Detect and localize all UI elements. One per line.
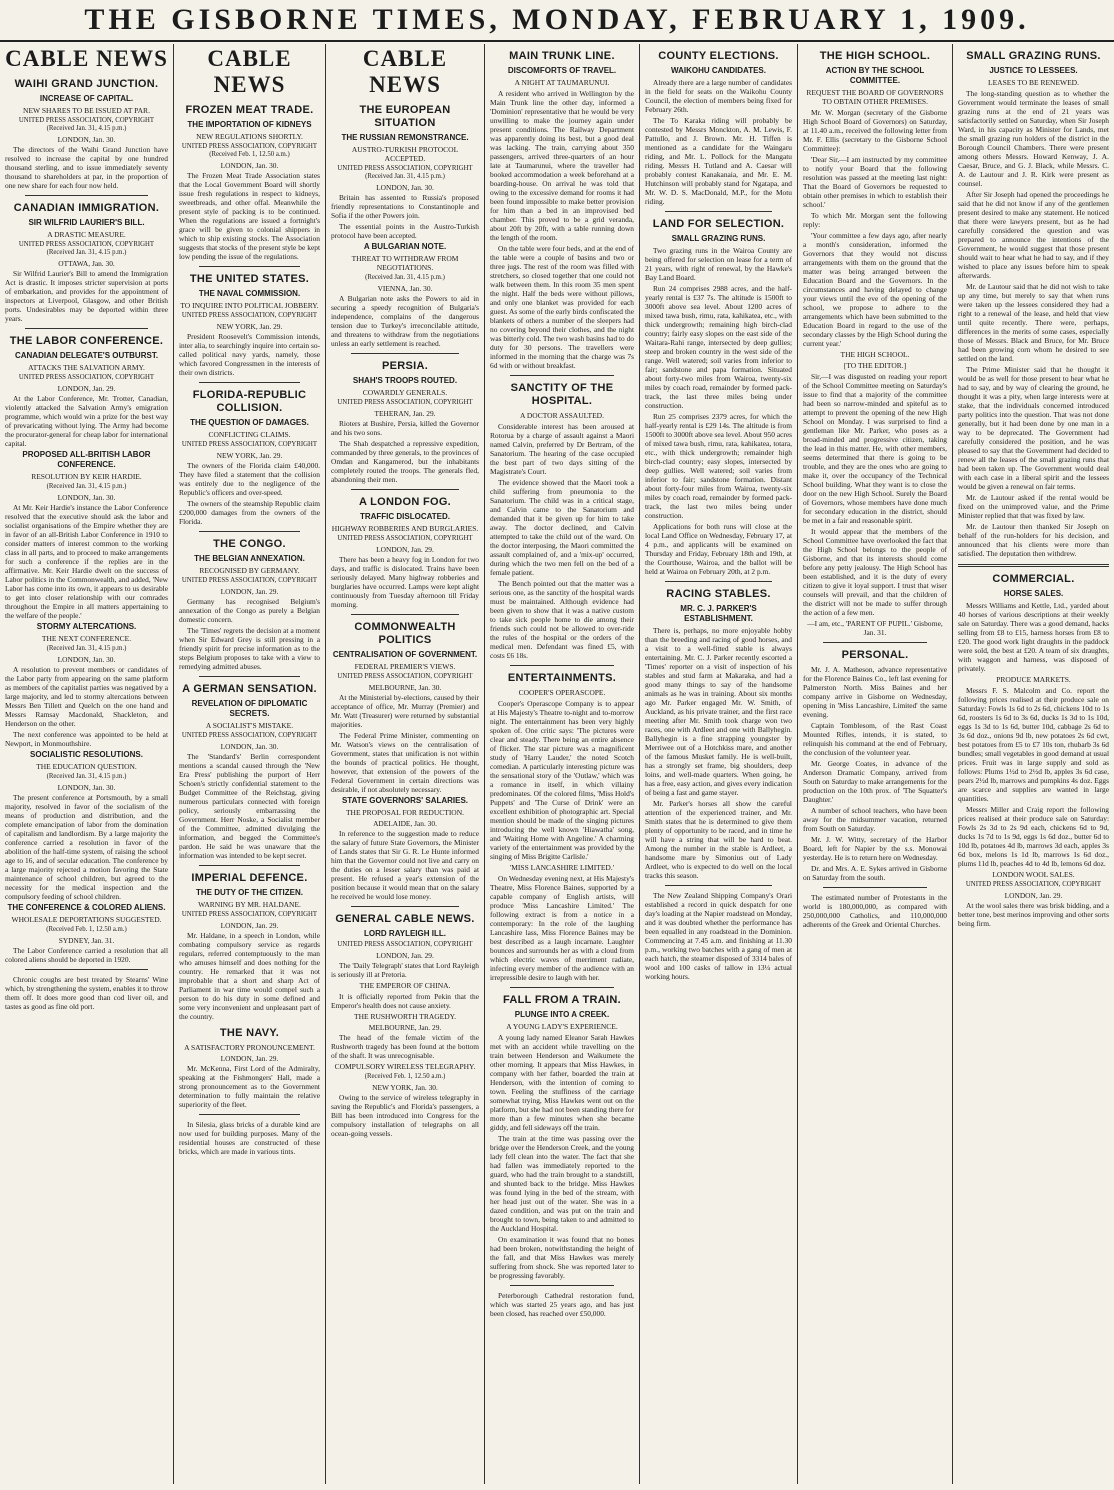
article-body: The head of the female victim of the Rushworth tragedy has been found at the bottom of the shaft. It was unrecognisable.: [331, 1033, 479, 1060]
article-byline: UNITED PRESS ASSOCIATION, COPYRIGHT: [337, 941, 473, 948]
article-body: Mr. George Coates, in advance of the Anderson Dramatic Company, arrived from South on Saturday to make arrangements for the production on the 10th prox. of 'The Squatter's Daughter.': [803, 759, 947, 804]
article-body: Messrs Miller and Craig report the following prices realised at their produce sale on Saturday: Fowls 2s 3d to 2s 9d each, chickens 6d to 9d, ducks 1s 7d to 1s 9d, eggs 1s 6d doz., butter 6d to 10d lb, potatoes 4d lb, marrows 3d each, apples 3s 6d box, melons 1s 1d lb, marrows 1s 6d doz., plums 11d lb, peaches 4d to 4d lb, lemons 6d doz.: [958, 805, 1109, 868]
article-subhead: WARNING BY MR. HALDANE.: [198, 900, 301, 909]
article-headline: A GERMAN SENSATION.: [182, 683, 317, 695]
article-subhead: RECOGNISED BY GERMANY.: [199, 566, 300, 575]
article-subhead: CANADIAN DELEGATE'S OUTBURST.: [14, 351, 159, 360]
article-dateline: LONDON, Jan. 29.: [220, 921, 279, 930]
article-subhead: FEDERAL PREMIER'S VIEWS.: [354, 662, 456, 671]
article-headline: MAIN TRUNK LINE.: [509, 50, 615, 62]
article-subhead: WAIKOHU CANDIDATES.: [671, 66, 766, 75]
article-dateline: LONDON, Jan. 30.: [57, 493, 116, 502]
article-byline: UNITED PRESS ASSOCIATION, COPYRIGHT: [337, 673, 473, 680]
article-body: Captain Tomblesom, of the Rast Coast Mounted Rifles, intends, it is stated, to relinquish his command at the end of February, the conclusion of the volunteer year.: [803, 721, 947, 757]
article-subhead: A NIGHT AT TAUMARUNUI.: [514, 78, 610, 87]
article-headline: ENTERTAINMENTS.: [507, 672, 617, 684]
letter-signature: —I am, etc., 'PARENT OF PUPIL.' Gisborne, Jan. 31.: [807, 619, 943, 637]
article-headline: THE HIGH SCHOOL.: [819, 50, 931, 62]
article-headline: THE CONGO.: [213, 538, 286, 550]
article-body: Considerable interest has been aroused at Rotorua by a charge of assault against a Maori named Calvin, preferred by Dr Bertram, of the Sanatorium. The hearing of the case occupied the best part of two days sitting of the Magistrate's Court.: [490, 422, 634, 476]
article-dateline: VIENNA, Jan. 30.: [377, 284, 433, 293]
article-subhead: THE HIGH SCHOOL.: [840, 350, 910, 359]
article-body: Mr. de Lautour then thanked Sir Joseph on behalf of the run-holders for his decision, and announced that his clients were more than satisfied. The deputation then withdrew.: [958, 522, 1109, 558]
article-byline: UNITED PRESS ASSOCIATION, COPYRIGHT: [337, 535, 473, 542]
article-byline: UNITED PRESS ASSOCIATION, COPYRIGHT: [181, 911, 318, 918]
article-byline: UNITED PRESS ASSOCIATION, COPYRIGHT: [18, 374, 155, 381]
article-byline: UNITED PRESS ASSOCIATION, COPYRIGHT (Received Jan. 31, 4.15 p.m.): [18, 117, 155, 132]
article-body: Mr. W. Morgan (secretary of the Gisborne High School Board of Governors) on Saturday, at 11.40 a.m., received the following letter from Mr. F. Ellis (secretary to the Gisborne School Committee):: [803, 108, 947, 153]
article-subhead: 'MISS LANCASHIRE LIMITED.': [509, 863, 615, 872]
article-headline: GENERAL CABLE NEWS.: [335, 913, 475, 925]
article-headline: PERSIA.: [381, 360, 429, 372]
article-body: At the Labor Conference, Mr. Trotter, Canadian, violently attacked the Salvation Army's emigration programme, which would win a prize for the best way of prevaricating without lying. The Army had become the procurator-general for cheap labor for international capital.: [5, 394, 168, 448]
section-banner: CABLE NEWS: [362, 46, 448, 97]
article-subhead: NEW REGULATIONS SHORTLY.: [196, 132, 303, 141]
article-subhead: ATTACKS THE SALVATION ARMY.: [28, 363, 145, 372]
article-byline: (Received Feb. 1, 12.50 a.m.): [46, 926, 127, 933]
article-subhead: THREAT TO WITHDRAW FROM NEGOTIATIONS.: [351, 254, 459, 272]
article-dateline: MELBOURNE, Jan. 30.: [368, 683, 442, 692]
article-subhead: SHAH'S TROOPS ROUTED.: [352, 376, 458, 385]
article-dateline: ADELAIDE, Jan. 30.: [373, 819, 437, 828]
article-subhead: MR. C. J. PARKER'S ESTABLISHMENT.: [680, 604, 757, 623]
article-subhead: ACTION BY THE SCHOOL COMMITTEE.: [825, 66, 925, 85]
article-subhead: SMALL GRAZING RUNS.: [671, 234, 766, 243]
article-body: Mr. J. W. Witty, secretary of the Harbor Board, left for Napier by the s.s. Monowai yesterday. He is to return here on Wednesday.: [803, 835, 947, 862]
article-body: Mr. J. A. Matheson, advance representative for the Florence Baines Co., left last evening for Palmerston North. Miss Baines and her company arrive in Gisborne on Wednesday, opening in 'Miss Lancashire, Limited' the same evening.: [803, 665, 947, 719]
divider: [199, 1114, 300, 1115]
article-dateline: LONDON, Jan. 29.: [220, 1054, 279, 1063]
column-4: [484, 44, 639, 1484]
article-byline: (Received Jan. 31, 4.15 p.m.): [46, 645, 127, 652]
article-body: The directors of the Waihi Grand Junction have resolved to increase the capital by one hundred thousand sterling, and to issue immediately seventy thousand to shareholders at par, in the proportion of one new share for each four now held.: [5, 145, 168, 190]
article-byline: (Received Feb. 1, 12.50 a.m.): [364, 1073, 446, 1080]
article-subhead: THE PROPOSAL FOR REDUCTION.: [345, 808, 465, 817]
divider: [510, 665, 614, 666]
article-subhead: A YOUNG LADY'S EXPERIENCE.: [506, 1022, 618, 1031]
article-body: The Labor Conference carried a resolution that all colored aliens should be deported in 1920.: [5, 946, 168, 964]
article-headline: THE LABOR CONFERENCE.: [9, 335, 164, 347]
column-5: [639, 44, 797, 1484]
article-headline: FLORIDA-REPUBLIC COLLISION.: [192, 389, 307, 414]
article-headline: WAIHI GRAND JUNCTION.: [14, 78, 159, 90]
article-subhead: THE DUTY OF THE CITIZEN.: [196, 888, 303, 897]
article-headline: COUNTY ELECTIONS.: [658, 50, 779, 62]
article-subhead: CONFLICTING CLAIMS.: [208, 430, 291, 439]
article-body: At Mr. Keir Hardie's instance the Labor Conference resolved that the executive should ask the labor and socialist organisations of the Empire whether they are in favor of an all-British Labor Conference in 1910 to consider matters of interest common to the working class in all parts, and to proceed to make arrangements for such a conference if the replies are in the affirmative. Mr. Keir Hardie dwelt on the success of Labor politics in the Commonwealth, and added, 'New Labor has come into its own, it appears to us desirable to get into closer relationship with our comrades throughout the Empire in all matters appertaining to the welfare of the people.': [5, 503, 168, 620]
divider: [351, 614, 459, 615]
article-body: Messrs F. S. Malcolm and Co. report the following prices realised at their produce sale on Saturday: Fowls 1s 6d to 2s 6d, chickens 10d to 1s 6d, roosters 1s 6d to 3s 6d, ducks 1s 3d to 1s 10d, eggs 1s 3d to 1s 6d, butter 10d, cabbage 2s 6d to 3s 6d doz., onions 9d lb, new potatoes 2s 6d cwt, best potatoes from £5 to £7 10s ton, rhubarb 3s 6d bundles; small vegetables in good demand at usual prices. Fruit was in large supply and sold as follows: Plums 1½d to 2½d lb, apples 3s 6d case, pears 2½d lb, marrows and pumpkins 4s doz. Eggs are scarce and supplies are wanted in large quantities.: [958, 686, 1109, 803]
article-dateline: MELBOURNE, Jan. 29.: [368, 1023, 442, 1032]
article-body: A resident who arrived in Wellington by the Main Trunk line the other day, informed a 'Dominion' representative that he would be very unwilling to make the journey again under present conditions. The Railway Department was apparently doing its best, but a good deal was lacking. The train, carrying about 350 passengers, arrived three-quarters of an hour late at Taumarunui, where the traveller had booked accommodation a week beforehand at a boarding-house. On arrival he was told that owing to the excessive demand for rooms it had been found impossible to make better provision for him than a bed in an improvised bed chamber. This proved to be a grid veranda, about 20ft by 20ft, with a table running down the length of the room.: [490, 89, 634, 242]
article-headline: CANADIAN IMMIGRATION.: [13, 202, 160, 214]
article-dateline: TEHERAN, Jan. 29.: [374, 409, 436, 418]
article-body: Owing to the service of wireless telegraphy in saving the Republic's and Florida's passengers, a Bill has been introduced into Congress for the compulsory installation of telegraphs on all ocean-going vessels.: [331, 1093, 479, 1138]
article-body: To which Mr. Morgan sent the following reply:: [803, 211, 947, 229]
article-byline: UNITED PRESS ASSOCIATION, COPYRIGHT: [965, 881, 1102, 888]
article-body: It would appear that the members of the School Committee have overlooked the fact that the High School belongs to the people of Gisborne, and that its interests should come before any petty jealousy. The High School has been established, and it is the duty of every citizen to give it loyal support. I trust that wiser counsels will prevail, and that the children of the district will not be made to suffer through the action of a few men.: [803, 527, 947, 617]
article-dateline: OTTAWA, Jan. 30.: [58, 259, 115, 268]
article-headline: SMALL GRAZING RUNS.: [966, 50, 1101, 62]
article-headline: A LONDON FOG.: [358, 496, 452, 508]
article-body: The present conference at Portsmouth, by a small majority, resolved in favor of the socialism of the means of production and distribution, and the complete emancipation of labor from the domination of capitalism and landlordism. By a large majority the conference carried a resolution in favor of the abolition of the half-time system, of raising the school age to 16, and of secular education. The conference by a large majority rejected a motion favoring the State maintenance of school children, but agreed to the necessity for the medical inspection and the compulsory feeding of school children.: [5, 793, 168, 901]
article-body: President Roosevelt's Commission intends, inter alia, to searchingly inquire into certain so-called political navy yards, namely, those which favored Congressmen in the interests of their own districts.: [179, 332, 320, 377]
column-6: [797, 44, 952, 1484]
article-body: Cooper's Operascope Company is to appear at His Majesty's Theatre to-night and to-morrow night. The entertainment has been very highly spoken of. One critic says: 'The pictures were clear and steady. There being an entire absence of flicker. The star picture was a magnificent study of 'Harry Lauder,' the noted Scotch comedian. A particularly interesting picture was the sensational story of the 'Outlaw,' which was a romance in itself, in which villainy predominates. Of the colored films, 'Miss Hold's Puppets' and 'The Curse of Drink' were an excellent exhibition of photographic art. Special mention should be made of the singing pictures introducing the well known 'Hiawatha' song, and 'Waiting Home with Angeline.' A charming variety of the entertainment was provided by the singing of Miss Brigitte Carlisle.': [490, 699, 634, 861]
article-body: A number of school teachers, who have been away for the midsummer vacation, returned from South on Saturday.: [803, 806, 947, 833]
article-body: There is, perhaps, no more enjoyable hobby than the breeding and racing of good horses, and a visit to a well-fitted stable is always entertaining. Mr. C. J. Parker recently escorted a 'Times' reporter on a visit of inspection of his stables and stud farm at Makaraka, and had a good many things to say of the handsome animals as he was in training. About six months ago Mr. Parker engaged Mr. W. Smith, of Auckland, as his private trainer, and the first race meeting after Mr. Smith took charge won two races, one with Ardleet and one with Ballyhegin. Ballyhegin is a fine strapping youngster by Merriwee out of a Hotchkiss mare, and another of the famous Musket family. He is well-built, has a strongly set frame, big shoulders, deep loins, and well-made quarters. When going, he has a free, easy action, and gives every indication of being a fast and game stayer.: [645, 626, 792, 797]
divider: [199, 266, 300, 267]
article-body: Applications for both runs will close at the local Land Office on Wednesday, February 17, at 4 p.m., and applicants will be examined on Thursday and Friday, February 18th and 19th, at the Courthouse, Wairoa, and the ballot will be held at Wairoa on February 20th, at 2 p.m.: [645, 522, 792, 576]
article-body: Germany has recognised Belgium's annexation of the Congo as purely a Belgian domestic concern.: [179, 597, 320, 624]
column-3: [325, 44, 484, 1484]
article-subhead: THE QUESTION OF DAMAGES.: [190, 418, 309, 427]
article-subhead: A SATISFACTORY PRONOUNCEMENT.: [184, 1043, 315, 1052]
article-subhead: THE NAVAL COMMISSION.: [198, 289, 301, 298]
article-headline: FALL FROM A TRAIN.: [502, 994, 622, 1006]
article-body: Already there are a large number of candidates in the field for seats on the Waikohu County Council, the election of members being fixed for February 26th.: [645, 78, 792, 114]
article-body: The 'Standard's' Berlin correspondent mentions a scandal caused through the 'New Era Press' publishing the purport of Herr Schoen's strictly confidential statement to the Budget Committee of the Reichstag, giving numerous particulars connected with foreign policy, seriously embarrassing the Government. Herr Noske, a Socialist member of the Committee, admitted divulging the information, and begged the Committee's pardon. He said he was unaware that the information was intended to be kept secret.: [179, 752, 320, 860]
article-body: Sir Wilfrid Laurier's Bill to amend the Immigration Act is drastic. It imposes stricter supervision at ports of embarkation, and provides for the appointment of inspectors at Liverpool, Glasgow, and other British ports. Undesirables may be deported within three years.: [5, 269, 168, 323]
article-body: Mr. de Lautour asked if the rental would be fixed on the unimproved value, and the Prime Minister replied that that was fixed by law.: [958, 493, 1109, 520]
article-body: A resolution to prevent members or candidates of the Labor party from appearing on the same platform as members of the capitalist parties was negatived by a large majority, and led to stormy altercations between Messrs Ben Tillett and Quelch on the one hand and Messrs Ramsay Macdonald, Shackleton, and Henderson on the other.: [5, 665, 168, 728]
column-7: [952, 44, 1114, 1484]
article-dateline: SYDNEY, Jan. 31.: [58, 936, 115, 945]
article-body: Mr. McKenna, First Lord of the Admiralty, speaking at the Fishmongers' Hall, made a strong pronouncement as to the Government determination to fully maintain the relative superiority of the fleet.: [179, 1064, 320, 1109]
article-byline: UNITED PRESS ASSOCIATION, COPYRIGHT (Received Feb. 1, 12.50 a.m.): [181, 143, 318, 158]
divider: [823, 887, 927, 888]
article-body: Peterborough Cathedral restoration fund, which was started 25 years ago, and has just been closed, has reached over £50,000.: [490, 1291, 634, 1318]
article-body: It is officially reported from Pekin that the Emperor's health does not cause anxiety.: [331, 992, 479, 1010]
article-subhead: SOCIALISTIC RESOLUTIONS.: [30, 750, 143, 759]
article-headline: SANCTITY OF THE HOSPITAL.: [510, 382, 614, 407]
article-subhead: [TO THE EDITOR.]: [843, 361, 907, 370]
article-headline: FROZEN MEAT TRADE.: [185, 104, 314, 116]
divider: [25, 328, 148, 329]
article-subhead: WHOLESALE DEPORTATIONS SUGGESTED.: [11, 915, 162, 924]
column-2: [173, 44, 325, 1484]
article-subhead: LEASES TO BE RENEWED.: [988, 78, 1079, 87]
article-headline: COMMERCIAL.: [992, 573, 1075, 585]
article-body: The New Zealand Shipping Company's Orari established a record in quick despatch for one day's loading at the Napier roadstead on Monday, and it was doubted whether the performance has been equalled in any roadstead in the Dominion. Commencing at 7.45 a.m. and finishing at 11.30 p.m., working two batches with a gang of men at each hatch, the steamer disposed of 3314 bales of wool and 100 casks of tallow in 13¼ actual working hours.: [645, 891, 792, 981]
article-subhead: PROPOSED ALL-BRITISH LABOR CONFERENCE.: [22, 450, 151, 469]
section-banner: CABLE NEWS: [5, 46, 168, 71]
article-subhead: NEW SHARES TO BE ISSUED AT PAR.: [23, 106, 150, 115]
divider: [25, 969, 148, 970]
article-body: Mr. Parker's horses all show the careful attention of the experienced trainer, and Mr. Smith states that he is determined to give them plenty of opportunity to be raced, and in time he will have a string that will be hard to beat. Among the number in the stable is Ardleet, a handsome mare by Simonius out of Lady Ardleet, who is expected to do well on the local tracks this season.: [645, 799, 792, 880]
article-body: The To Karaka riding will probably be contested by Messrs Monckton, A. M. Lewis, F. Pattullo, and J. Brown. Mr. H. Tiffen is mentioned as a candidate for the Waingaru riding, and Mr. L. Pollock for the Mangatu riding. Messrs H. Tutland and A. Caesar will probably contest Kanakanaia, and Mr. E. M. Hutchinson will probably stand for Ngatapa, and Mr. W. D. S. MacDonald, M.P., for the Motu riding.: [645, 116, 792, 206]
article-subhead: THE CONFERENCE & COLORED ALIENS.: [7, 903, 166, 912]
article-subhead: HIGHWAY ROBBERIES AND BURGLARIES.: [331, 524, 479, 533]
article-byline: UNITED PRESS ASSOCIATION, COPYRIGHT: [181, 312, 318, 319]
article-subhead: THE NEXT CONFERENCE.: [41, 634, 132, 643]
article-subhead: DISCOMFORTS OF TRAVEL.: [507, 66, 617, 75]
article-subhead: COWARDLY GENERALS.: [362, 388, 448, 397]
article-dateline: LONDON, Jan. 30.: [220, 742, 279, 751]
article-dateline: LONDON, Jan. 29.: [376, 951, 434, 960]
article-body: 'Dear Sir,—I am instructed by my committee to notify your Board that the following resolution was passed at the meeting last night: That the Board of Governors be requested to obtain other premises in which to establish their school.': [803, 155, 947, 209]
article-headline: LAND FOR SELECTION.: [652, 218, 785, 230]
article-subhead: REVELATION OF DIPLOMATIC SECRETS.: [191, 699, 308, 718]
article-body: The Frozen Meat Trade Association states that the Local Government Board will shortly issue fresh regulations in respect to kidneys, sweetbreads, and other offal. Meanwhile the present style of packing is to be continued. When the regulations are issued a fortnight's grace will be given to colonial shippers in which to ship existing stocks. The Association suggests that stocks of the present style be kept low pending the issue of the regulations.: [179, 171, 320, 261]
article-body: The 'Times' regrets the decision at a moment when Sir Edward Grey is still pressing in a friendly spirit for precise information as to the steps Belgium proposes to take with a view to remedying admitted abuses.: [179, 626, 320, 671]
article-body: The next conference was appointed to be held at Newport, in Monmouthshire.: [5, 730, 168, 748]
article-body: On Wednesday evening next, at His Majesty's Theatre, Miss Florence Baines, supported by a capable company of English artists, will produce 'Miss Lancashire Limited.' The following extract is from a notice in a contemporary: In the role of the laughing Lancashire lass, Miss Florence Baines may be best described as a laugh incarnate. Laughter bounces and surrounds her as with a cloud from which electric waves of merriment radiate, infecting every member of the audience with an irrepressible desire to laugh with her.: [490, 874, 634, 982]
article-byline: UNITED PRESS ASSOCIATION, COPYRIGHT: [181, 577, 318, 584]
article-body: On the table were four beds, and at the end of the table were a couple of basins and two or three jugs. The rest of the room was filled with stretchers, so closed together that one could not walk between them. In this room 35 men spent the night. Half the beds were without pillows, and only one blanket was provided for each guest. As some of the early birds confiscated the blankets of others a number of the sleepers had no covering beyond their clothes, and the night was bitterly cold. The two wash basins had to do duty for 30 persons. The travellers were informed in the morning that the charge was 7s 6d with or without breakfast.: [490, 244, 634, 370]
divider: [665, 581, 772, 582]
article-subhead: CENTRALISATION OF GOVERNMENT.: [332, 650, 478, 659]
article-subhead: JUSTICE TO LESSEES.: [989, 66, 1078, 75]
article-body: The essential points in the Austro-Turkish protocol have been accepted.: [331, 222, 479, 240]
divider: [823, 642, 927, 643]
article-subhead: SIR WILFRID LAURIER'S BILL.: [28, 218, 145, 227]
article-dateline: LONDON, Jan. 30.: [57, 655, 116, 664]
article-subhead: LORD RAYLEIGH ILL.: [364, 929, 446, 938]
article-headline: PERSONAL.: [841, 649, 909, 661]
divider: [510, 375, 614, 376]
article-byline: UNITED PRESS ASSOCIATION, COPYRIGHT: [337, 399, 473, 406]
article-headline: THE UNITED STATES.: [189, 273, 310, 285]
article-dateline: LONDON, Jan. 29.: [220, 587, 279, 596]
article-body: At the Ministerial by-elections, caused by their acceptance of office, Mr. Murray (Premier) and Mr. Watt (Treasurer) were returned by substantial majorities.: [331, 693, 479, 729]
article-subhead: COMPULSORY WIRELESS TELEGRAPHY.: [334, 1062, 476, 1071]
section-banner: CABLE NEWS: [207, 46, 292, 97]
divider: [665, 885, 772, 886]
article-dateline: LONDON, Jan. 29.: [1004, 891, 1063, 900]
article-body: 'Your committee a few days ago, after nearly a month's consideration, informed the Governors that they would not discuss arrangements with them on the ground that the matter was being arranged between the Education Board and the Governors. In the circumstances and having delayed to change your views until the eve of the opening of the school, we propose to adhere to the arrangements which have been submitted to the Education Board in regard to the use of the secondary classes by the High School during the current year.': [803, 231, 947, 348]
article-byline: UNITED PRESS ASSOCIATION, COPYRIGHT (Received Jan. 31, 4.15 p.m.): [18, 241, 155, 256]
article-body: Sir,—I was disgusted on reading your report of the School Committee meeting on Saturday's issue to find that a majority of the committee had been so narrow-minded and spiteful as to attempt to prevent the opening of the new High School on Monday. I was surprised to find a gentleman like Mr. Parker, who poses as a broad-minded and progressive citizen, taking the lead in this matter. He, with other members, seems determined that there is going to be trouble, and they are the ones who are going to make it, over the occupancy of the Technical School building. What they want is to close the door on the new High School. Surely the Board of Governors, whose members have done much for secondary education in the district, should be met in a fair and reasonable spirit.: [803, 372, 947, 525]
divider: [25, 195, 148, 196]
article-body: Run 25 comprises 2379 acres, for which the half-yearly rental is £29 14s. The altitude is from 1500ft to 3000ft above sea level. About 950 acres of mixed tawa bush, rimu, rata, kahikatea, totara, etc., with thick undergrowth; remainder high birch-clad country; easy slopes, intersected by deep gullies. Well watered; soil varies from inferior to fair; sandstone formation. Distant about forty-four miles from Wairoa, twenty-six miles by coach road, remainder by formed pack-track, the last two miles being under construction.: [645, 412, 792, 520]
article-subhead: REQUEST THE BOARD OF GOVERNORS TO OBTAIN OTHER PREMISES.: [806, 88, 944, 106]
article-byline: UNITED PRESS ASSOCIATION, COPYRIGHT: [181, 441, 318, 448]
article-body: A Bulgarian note asks the Powers to aid in securing a speedy recognition of Bulgaria's independence, complains of the dangerous tension due to Turkey's irreconcilable attitude, and threatens to withdraw from the negotiations unless an early settlement is reached.: [331, 294, 479, 348]
article-subhead: STATE GOVERNORS' SALARIES.: [341, 796, 469, 805]
article-body: After Sir Joseph had opened the proceedings he said that he did not know if any of the gentlemen present desired to make any statement. He noticed that there were lawyers present, but as he had carefully considered the question and was prepared to announce the intentions of the Government, he would suggest that those present should wait to hear what he had to say, and if they wished to place any issues before him to speak afterwards.: [958, 190, 1109, 280]
article-body: The evidence showed that the Maori took a child suffering from pneumonia to the Sanatorium. The child was in a critical stage, and Calvin came to the Sanatorium and demanded that it be given up for him to take away. The doctor declined, and Calvin attempted to take the child out of the ward. On the doctor interposing, the Maori committed the assault complained of, and a 'mix-up' occurred, during which the two men fell on the bed of a female patient.: [490, 478, 634, 577]
article-body: On examination it was found that no bones had been broken, notwithstanding the height of the fall, and that Miss Hawkes was merely suffering from shock. She was reported later to be progressing favorably.: [490, 1235, 634, 1280]
article-body: In Silesia, glass bricks of a durable kind are now used for building purposes. Many of the residential houses are constructed of these bricks, which are made in various tints.: [179, 1120, 320, 1156]
article-body: The 'Daily Telegraph' states that Lord Rayleigh is seriously ill at Pretoria.: [331, 961, 479, 979]
article-byline: (Received Jan. 31, 4.15 p.m.): [46, 483, 127, 490]
article-byline: (Received Jan. 31, 4.15 p.m.): [365, 274, 445, 281]
article-byline: (Received Jan. 31, 4.15 p.m.): [46, 773, 127, 780]
article-dateline: LONDON, Jan. 30.: [376, 183, 434, 192]
article-body: A young lady named Eleanor Sarah Hawkes met with an accident while travelling on the train between Henderson and Waikumete the other morning. It appears that Miss Hawkes, in company with her father, boarded the train at Henderson, with the intention of coming to town. Feeling the stuffiness of the carriage somewhat trying, Miss Hawkes went out on the platform, but she had not been standing there for more than a few minutes when she became giddy, and fell sideways off the train.: [490, 1033, 634, 1132]
article-body: Mr. de Lautour said that he did not wish to take up any time, but merely to say that when runs were taken up the lessees considered they had a right to a renewal of the lease, and held that view until quite recently. There were, perhaps, differences in the merits of some cases, especially those of Messrs. Black and Bruce, for Mr. Bruce had been growing corn whom he desired to see settled on the land.: [958, 282, 1109, 363]
article-body: The Shah despatched a repressive expedition, commanded by three generals, to the provinces of Omdan and Kangamerod, but the inhabitants completely routed the troops. The generals fled, abandoning their men.: [331, 439, 479, 484]
article-body: Two grazing runs in the Wairoa County are being offered for selection on lease for a term of 21 years, with right of renewal, by the Hawke's Bay Land Board.: [645, 246, 792, 282]
article-body: Dr. and Mrs. A. E. Sykes arrived in Gisborne on Saturday from the south.: [803, 864, 947, 882]
article-subhead: TO INQUIRE INTO POLITICAL JOBBERY.: [180, 301, 319, 310]
article-subhead: A SOCIALIST'S MISTAKE.: [205, 721, 294, 730]
article-dateline: NEW YORK, Jan. 29.: [216, 322, 283, 331]
divider: [351, 906, 459, 907]
article-body: Britain has assented to Russia's proposed friendly representations to Constantinople and Sofia if the other Powers join.: [331, 193, 479, 220]
article-body: The owners of the steamship Republic claim £200,000 damages from the owners of the Florida.: [179, 499, 320, 526]
article-subhead: THE EMPEROR OF CHINA.: [359, 981, 451, 990]
article-body: The owners of the Florida claim £40,000. They have filed a statement that the collision was entirely due to the negligence of the Republic's officers and over-speed.: [179, 461, 320, 497]
article-subhead: A DRASTIC MEASURE.: [47, 230, 126, 239]
article-dateline: NEW YORK, Jan. 30.: [372, 1083, 438, 1092]
article-body: The Federal Prime Minister, commenting on Mr. Watson's views on the centralisation of Government, states that unification is not within the bounds of practical politics. He thought, however, that extension of the powers of the Federal Government in certain directions was desirable, if not absolutely necessary.: [331, 731, 479, 794]
article-headline: THE NAVY.: [219, 1027, 280, 1039]
divider: [510, 987, 614, 988]
article-headline: RACING STABLES.: [666, 588, 771, 600]
article-subhead: THE RUSHWORTH TRAGEDY.: [354, 1012, 456, 1021]
divider: [199, 531, 300, 532]
article-subhead: STORMY ALTERCATIONS.: [36, 622, 137, 631]
article-body: Messrs Williams and Kettle, Ltd., yarded about 40 horses of various descriptions at their weekly sale on Saturday. There was a good demand, hacks selling from £8 to £15, harness horses from £8 to £20. The good work light draughts in the paddock were sold, the best at £20. A team of six draughts, with waggon and harness, was disposed of privately.: [958, 601, 1109, 673]
divider: [351, 489, 459, 490]
article-body: The Bench pointed out that the matter was a serious one, as the sanctity of the hospital wards must be maintained. Although evidence had been given to show that it was a native custom to take sick people home to die among their friends such could not be allowed to over-ride the rules of the hospital or the orders of the medical men. Defendant was fined £5, with costs £6 18s.: [490, 579, 634, 660]
article-body: There has been a heavy fog in London for two days, and traffic is dislocated. Trains have been seriously delayed. Many highway robberies and burglaries have occurred. Lamps were kept alight continuously from Tuesday afternoon till Friday morning.: [331, 555, 479, 609]
article-body: At the wool sales there was brisk bidding, and a better tone, best merinos improving and other sorts being firm.: [958, 901, 1109, 928]
article-headline: THE EUROPEAN SITUATION: [359, 104, 451, 129]
newspaper-title: THE GISBORNE TIMES, MONDAY, FEBRUARY 1, 1909.: [84, 3, 1030, 36]
article-subhead: AUSTRO-TURKISH PROTOCOL ACCEPTED.: [351, 145, 459, 163]
article-subhead: THE IMPORTATION OF KIDNEYS: [187, 120, 312, 129]
divider: [510, 1285, 614, 1286]
article-subhead: THE RUSSIAN REMONSTRANCE.: [341, 133, 469, 142]
article-body: Mr. Haldane, in a speech in London, while combating compulsory service as regards regulars, referred contemptuously to the man who amuses himself and does nothing for the country. He remarked that it was not improbable that a short and sharp Act of Parliament in war time would compel such a person to do his duty in some defined and some very inconvenient and unpleasant part of the country.: [179, 931, 320, 1021]
article-subhead: A DOCTOR ASSAULTED.: [520, 411, 604, 420]
article-subhead: THE BELGIAN ANNEXATION.: [194, 554, 305, 563]
article-subhead: HORSE SALES.: [1003, 589, 1064, 598]
article-body: The train at the time was passing over the bridge over the Henderson Creek, and the young lady fell clean into the water. The fact that she had fallen was immediately reported to the guard, who had the train brought to a standstill, and shunted back to the bridge. Miss Hawkes was found lying in the bed of the stream, with her head just out of the water. She was in a dazed condition, and was put on the train and brought to town, being taken to and admitted to the Auckland Hospital.: [490, 1134, 634, 1233]
article-subhead: RESOLUTION BY KEIR HARDIE.: [31, 472, 142, 481]
masthead: [0, 0, 1114, 42]
article-body: In reference to the suggestion made to reduce the salary of future State Governors, the Minister of Lands states that Sir G. R. Le Hunte informed him that the Governor could not live and carry on the duties on a lesser salary than was paid at present. He refused a year's extension of the position because it would mean that on the salary he received he would lose money.: [331, 829, 479, 901]
article-byline: UNITED PRESS ASSOCIATION, COPYRIGHT (Received Jan. 31, 4.15 p.m.): [337, 165, 473, 180]
article-subhead: A BULGARIAN NOTE.: [363, 242, 447, 251]
article-subhead: LONDON WOOL SALES.: [992, 870, 1075, 879]
article-body: Run 24 comprises 2988 acres, and the half-yearly rental is £37 7s. The altitude is 1500ft to 3000ft above sea level. About 1200 acres of mixed tawa bush, rimu, rata, kahikatea, etc., with thick undergrowth; remaining high birch-clad country; fairly easy slopes on the east side of the Waitara-Rahi range, intersected by deep gullies; steep and broken country in the west side of the range. Well watered; soil varies from inferior to fair; sandstone and papa formation. Situated about forty-two miles from Wairoa, twenty-six miles by coach road, remainder by formed pack-track, the last three miles being under construction.: [645, 284, 792, 410]
divider: [665, 211, 772, 212]
article-subhead: THE EDUCATION QUESTION.: [36, 762, 137, 771]
divider: [351, 353, 459, 354]
divider: [199, 865, 300, 866]
article-subhead: INCREASE OF CAPITAL.: [39, 94, 134, 103]
article-subhead: PLUNGE INTO A CREEK.: [514, 1010, 610, 1019]
divider: [199, 676, 300, 677]
column-1: [0, 44, 173, 1484]
divider: [958, 564, 1109, 567]
article-dateline: LONDON, Jan. 30.: [57, 783, 116, 792]
article-body: The long-standing question as to whether the Government would terminate the leases of small grazing runs at the end of 21 years was satisfactorily settled on Saturday, when Sir Joseph Ward, in his capacity as Minister for Lands, met the small grazing run holders of the district in the Borough Council Chambers. There were present among others Messrs. Howard Kenway, J. A. Caesar, Bruce, and G. J. Black, while Messrs. C. A. de Lautour and J. R. Kirk were present as counsel.: [958, 89, 1109, 188]
article-dateline: LONDON, Jan. 29.: [376, 545, 434, 554]
article-subhead: TRAFFIC DISLOCATED.: [359, 512, 451, 521]
article-dateline: LONDON, Jan. 30.: [220, 161, 279, 170]
advertisement-text: Chronic coughs are best treated by Stearns' Wine which, by strengthening the system, enables it to throw them off. It does more good than cod liver oil, and tastes as good as fine old port.: [5, 975, 168, 1011]
article-dateline: LONDON, Jan. 29.: [57, 384, 116, 393]
article-dateline: LONDON, Jan. 30.: [57, 135, 116, 144]
article-dateline: NEW YORK, Jan. 29.: [216, 451, 283, 460]
article-body: Rioters at Bushire, Persia, killed the Governor and his two sons.: [331, 419, 479, 437]
divider: [199, 382, 300, 383]
article-subhead: COOPER'S OPERASCOPE.: [518, 688, 606, 697]
article-body: The estimated number of Protestants in the world is 180,000,000, as compared with 250,000,000 Catholics, and 110,000,000 adherents of the Greek and Oriental Churches.: [803, 893, 947, 929]
article-headline: IMPERIAL DEFENCE.: [191, 872, 308, 884]
article-body: The Prime Minister said that he thought it would be as well for those present to hear what he had to say, and by way of clearing the ground, he thought it was a pity, when large interests were at stake, that the individuals concerned introduced party politics into the question. That was not done generally, but it had been done by one man in a way to be deprecated. The Government had carefully considered the position, and he was pleased to say that the Government had decided to renew all the leases of the small grazing runs that had been taken up. The Government would deal with each case in a liberal spirit and the lessees would be given a renewal on fair terms.: [958, 365, 1109, 491]
article-byline: UNITED PRESS ASSOCIATION, COPYRIGHT: [181, 732, 318, 739]
article-headline: COMMONWEALTH POLITICS: [354, 621, 456, 646]
article-subhead: PRODUCE MARKETS.: [996, 675, 1071, 684]
